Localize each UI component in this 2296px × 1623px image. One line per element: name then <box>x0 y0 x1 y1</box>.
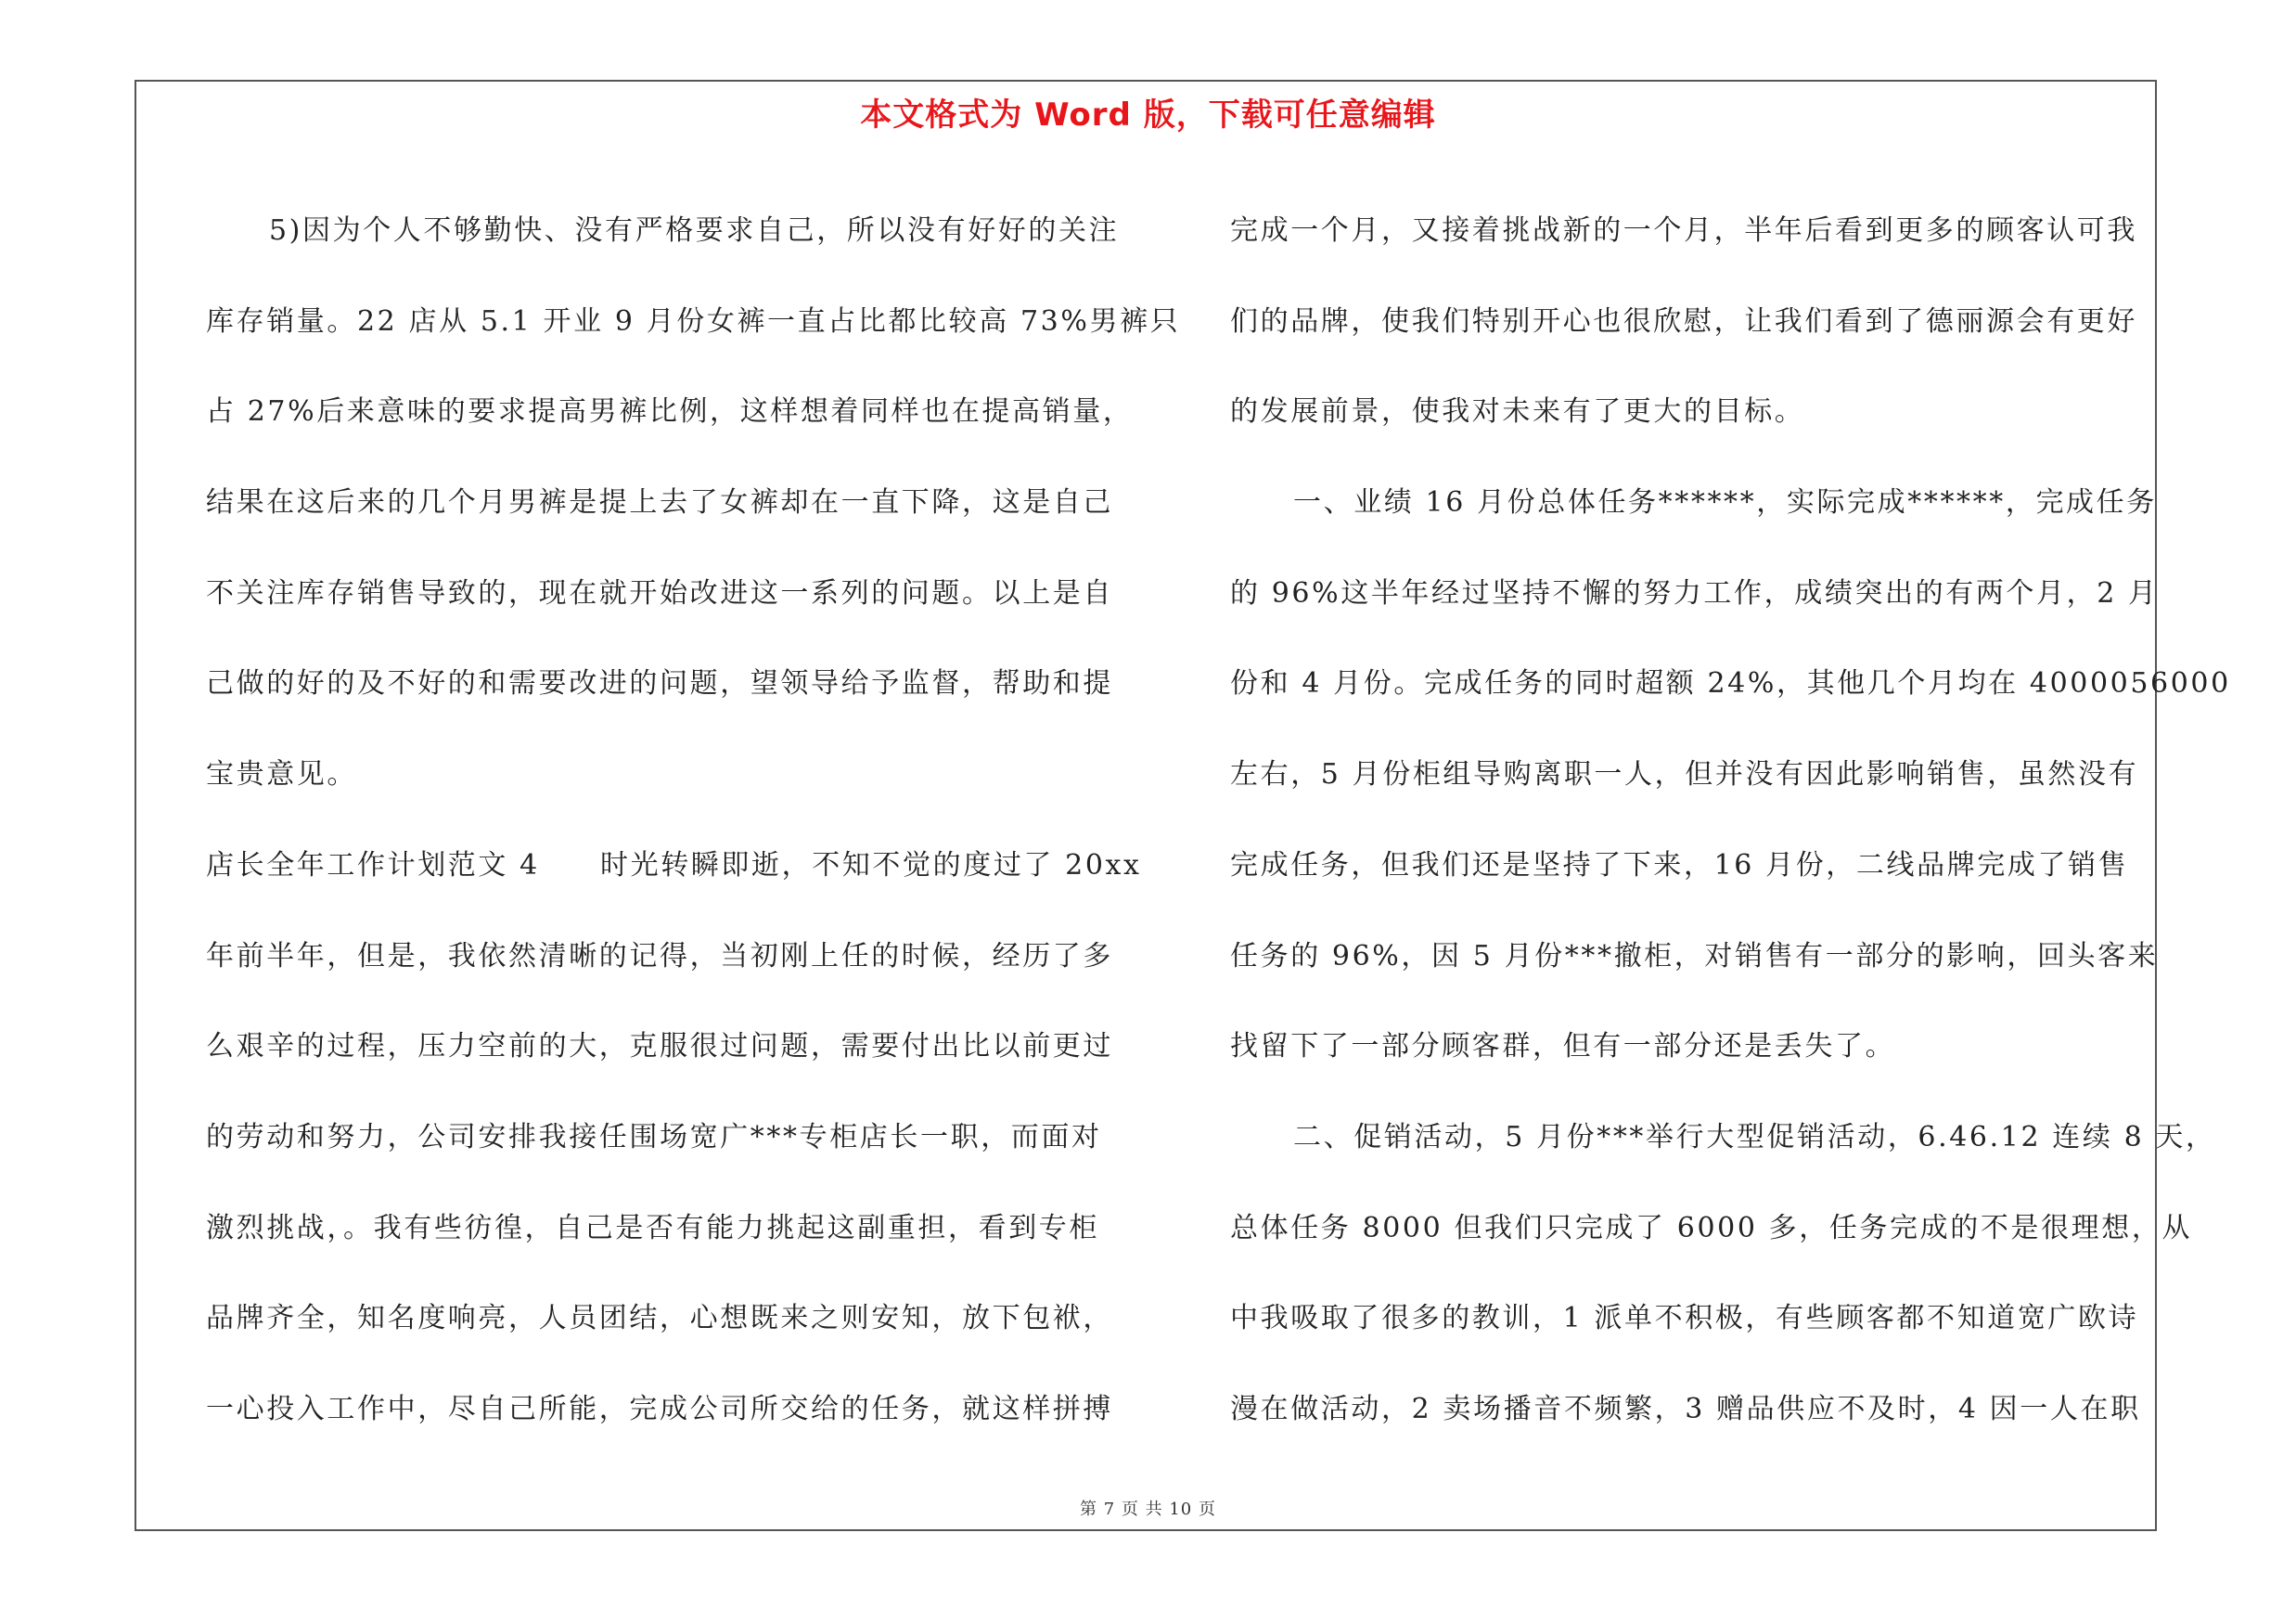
paragraph-line: 一、业绩 16 月份总体任务******，实际完成******，完成任务 <box>1293 486 2157 520</box>
paragraph-line: 份和 4 月份。完成任务的同时超额 24%，其他几个月均在 4000056000 <box>1230 667 2231 701</box>
paragraph-line: 么艰辛的过程，压力空前的大，克服很过问题，需要付出比以前更过 <box>206 1030 1113 1063</box>
paragraph-line: 中我吸取了很多的教训，1 派单不积极，有些顾客都不知道宽广欧诗 <box>1230 1302 2139 1335</box>
section-heading-line: 店长全年工作计划范文 4 时光转瞬即逝，不知不觉的度过了 20xx <box>206 848 1142 882</box>
paragraph-line: 激烈挑战，。我有些彷徨，自己是否有能力挑起这副重担，看到专柜 <box>206 1211 1099 1244</box>
document-banner: 本文格式为 Word 版，下载可任意编辑 <box>860 97 1436 134</box>
paragraph-line: 不关注库存销售导致的，现在就开始改进这一系列的问题。以上是自 <box>206 576 1113 610</box>
paragraph-line: 己做的好的及不好的和需要改进的问题，望领导给予监督，帮助和提 <box>206 667 1113 701</box>
right-text-column <box>1230 186 2231 1455</box>
left-text-column <box>206 186 1181 1455</box>
paragraph-line: 的发展前景，使我对未来有了更大的目标。 <box>1230 395 1805 429</box>
paragraph-line: 二、促销活动，5 月份***举行大型促销活动，6.46.12 连续 8 天， <box>1293 1120 2216 1153</box>
paragraph-line: 5)因为个人不够勤快、没有严格要求自己，所以没有好好的关注 <box>269 214 1120 247</box>
paragraph-line: 一心投入工作中，尽自己所能，完成公司所交给的任务，就这样拼搏 <box>206 1392 1113 1425</box>
page-number-footer: 第 7 页 共 10 页 <box>1080 1500 1216 1519</box>
paragraph-line: 占 27%后来意味的要求提高男裤比例，这样想着同样也在提高销量， <box>206 395 1134 429</box>
paragraph-line: 的劳动和努力，公司安排我接任围场宽广***专柜店长一职，而面对 <box>206 1120 1102 1153</box>
paragraph-line: 找留下了一部分顾客群，但有一部分还是丢失了。 <box>1230 1030 1896 1063</box>
paragraph-line: 漫在做活动，2 卖场播音不频繁，3 赠品供应不及时，4 因一人在职 <box>1230 1392 2141 1425</box>
paragraph-line: 宝贵意见。 <box>206 758 357 792</box>
paragraph-line: 总体任务 8000 但我们只完成了 6000 多，任务完成的不是很理想，从 <box>1230 1211 2193 1244</box>
paragraph-line: 品牌齐全，知名度响亮，人员团结，心想既来之则安知，放下包袱， <box>206 1302 1113 1335</box>
paragraph-line: 们的品牌，使我们特别开心也很欣慰，让我们看到了德丽源会有更好 <box>1230 304 2137 338</box>
paragraph-line: 库存销量。22 店从 5.1 开业 9 月份女裤一直占比都比较高 73%男裤只 <box>206 304 1181 338</box>
paragraph-line: 完成任务，但我们还是坚持了下来，16 月份，二线品牌完成了销售 <box>1230 848 2129 882</box>
paragraph-line: 结果在这后来的几个月男裤是提上去了女裤却在一直下降，这是自己 <box>206 486 1113 520</box>
paragraph-line: 完成一个月，又接着挑战新的一个月，半年后看到更多的顾客认可我 <box>1230 214 2137 247</box>
paragraph-line: 左右，5 月份柜组导购离职一人，但并没有因此影响销售，虽然没有 <box>1230 758 2139 792</box>
paragraph-line: 任务的 96%，因 5 月份***撤柜，对销售有一部分的影响，回头客来 <box>1230 939 2159 973</box>
paragraph-line: 年前半年，但是，我依然清晰的记得，当初刚上任的时候，经历了多 <box>206 939 1113 973</box>
paragraph-line: 的 96%这半年经过坚持不懈的努力工作，成绩突出的有两个月，2 月 <box>1230 576 2159 610</box>
